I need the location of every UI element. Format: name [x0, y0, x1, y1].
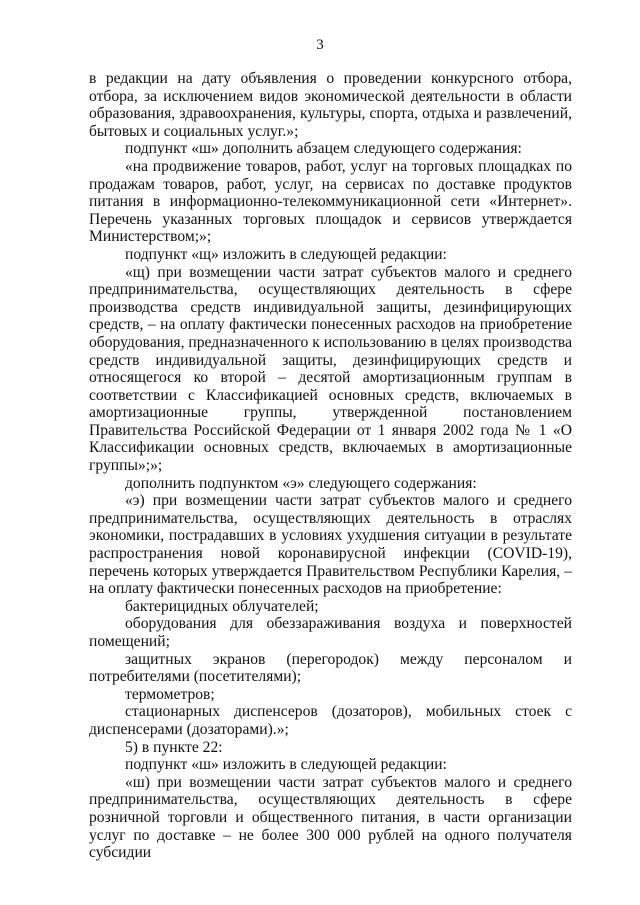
- paragraph: дополнить подпунктом «э» следующего содержания:: [125, 474, 477, 492]
- paragraph: оборудования для обеззараживания воздуха и поверхностей помещений;: [89, 615, 572, 650]
- paragraph: «на продвижение товаров, работ, услуг на торговых площадках по продажам товаров, работ, услуг, на сервисах по доставке продуктов питания в информационно-телекоммуникационной сети «Интернет». Перечень указанных торговых площадок и сервисов утверждается Министерством;»;: [89, 157, 572, 246]
- page-number: 3: [316, 37, 324, 53]
- paragraph: 5) в пункте 22:: [125, 738, 223, 756]
- paragraph: подпункт «ш» дополнить абзацем следующего содержания:: [125, 140, 522, 158]
- paragraph: подпункт «щ» изложить в следующей редакции:: [125, 245, 447, 263]
- paragraph: «ш) при возмещении части затрат субъектов малого и среднего предпринимательства, осуществляющих деятельность в сфере розничной торговли и общественного питания, в части организации услуг по доставке – не более 300 000 рублей на одного получателя субсидии: [89, 773, 572, 862]
- paragraph: защитных экранов (перегородок) между персоналом и потребителями (посетителями);: [89, 650, 572, 686]
- paragraph: подпункт «ш» изложить в следующей редакции:: [125, 756, 447, 774]
- paragraph: стационарных диспенсеров (дозаторов), мобильных стоек с диспенсерами (дозаторами).»;: [89, 703, 572, 738]
- paragraph: «э) при возмещении части затрат субъектов малого и среднего предпринимательства, осуществляющих деятельность в отраслях экономики, пострадавших в условиях ухудшения ситуации в результате распространения новой коронавирусной инфекции (COVID-19), перечень которых утверждается Правительством Республики Карелия, – на оплату фактически понесенных расходов на приобретение:: [89, 492, 572, 598]
- document-body: [89, 70, 572, 862]
- paragraph: бактерицидных облучателей;: [125, 597, 319, 615]
- paragraph: в редакции на дату объявления о проведении конкурсного отбора, отбора, за исключением видов экономической деятельности в области образования, здравоохранения, культуры, спорта, отдыха и развлечений, бытовых и социальных услуг.»;: [89, 70, 572, 140]
- paragraph: термометров;: [125, 685, 215, 703]
- paragraph: «щ) при возмещении части затрат субъектов малого и среднего предпринимательства, осуществляющих деятельность в сфере производства средств индивидуальной защиты, дезинфицирующих средств, – на оплату фактически понесенных расходов на приобретение оборудования, предназначенного к использованию в целях производства средств индивидуальной защиты, дезинфицирующих средств и относящегося ко второй – десятой амортизационным группам в соответствии с Классификацией основных средств, включаемых в амортизационные группы, утвержденной постановлением Правительства Российской Федерации от 1 января 2002 года № 1 «О Классификации основных средств, включаемых в амортизационные группы»;»;: [89, 263, 572, 475]
